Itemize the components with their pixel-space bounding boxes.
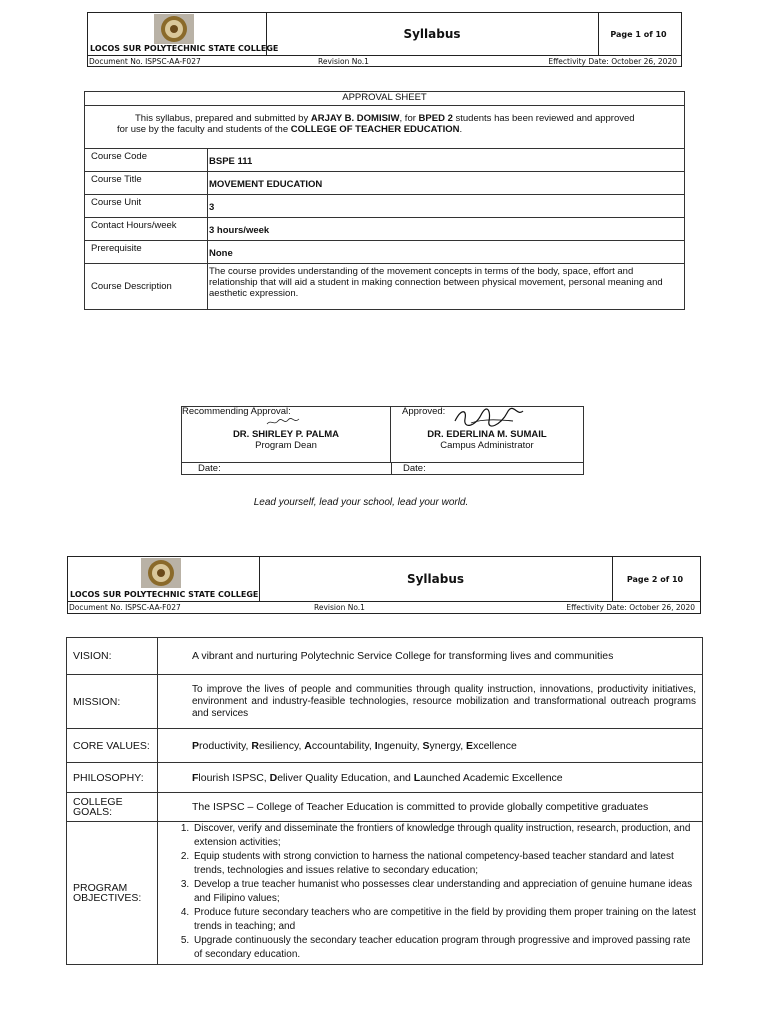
approval-intro: This syllabus, prepared and submitted by ARJAY B. DOMISIW, for BPED 2 students has been reviewed and approved for use by the faculty and students of the COLLEGE OF TEACHER EDUCATION.	[117, 113, 635, 135]
course-unit-label: Course Unit	[85, 195, 208, 218]
philosophy-text: Flourish ISPSC, Deliver Quality Education, and Launched Academic Excellence	[158, 763, 703, 793]
objective-item: 3. Develop a true teacher humanist who possesses clear understanding and appreciation of genuine humane ideas and Filipino values;	[192, 878, 696, 906]
page1-doc-row	[87, 56, 682, 67]
program-objectives-label: PROGRAM OBJECTIVES:	[67, 822, 158, 965]
course-description-value: The course provides understanding of the movement concepts in terms of the body, space, effort and relationship that will aid a student in making connection between physical movement, personal meaning and aesthetic expression.	[208, 264, 685, 310]
motto: Lead yourself, lead your school, lead your world.	[253, 497, 469, 508]
objective-item: 1. Discover, verify and disseminate the frontiers of knowledge through quality instruction, research, production, and extension activities;	[192, 822, 696, 850]
course-title-value: MOVEMENT EDUCATION	[208, 172, 685, 195]
date-divider	[391, 463, 392, 475]
vmgo-table	[66, 637, 703, 965]
recommending-cell	[182, 407, 391, 463]
page2-revision: Revision No.1	[314, 603, 365, 612]
page1-page-number: Page 1 of 10	[610, 29, 667, 39]
college-seal-icon	[141, 558, 181, 588]
page1-header	[87, 12, 682, 56]
approved-date-label: Date:	[403, 463, 426, 474]
course-info-table	[84, 148, 685, 310]
signature-block	[181, 406, 584, 475]
vision-label: VISION:	[67, 638, 158, 675]
administrator-signature-icon	[451, 407, 531, 429]
core-values-text: Productivity, Resiliency, Accountability, Ingenuity, Synergy, Excellence	[158, 729, 703, 763]
page2-title: Syllabus	[259, 557, 613, 601]
approved-role: Campus Administrator	[440, 440, 534, 451]
program-objectives-list	[174, 822, 696, 962]
program-objectives-cell	[158, 822, 703, 965]
page2-college-name: LOCOS SUR POLYTECHNIC STATE COLLEGE	[70, 590, 259, 599]
philosophy-label: PHILOSOPHY:	[67, 763, 158, 793]
course-unit-value: 3	[208, 195, 685, 218]
page1-effectivity: Effectivity Date: October 26, 2020	[548, 57, 677, 66]
page1-doc-no: Document No. ISPSC-AA-F027	[89, 57, 201, 66]
page1-college-name: LOCOS SUR POLYTECHNIC STATE COLLEGE	[90, 44, 279, 53]
college-goals-label: COLLEGE GOALS:	[67, 793, 158, 822]
recommending-role: Program Dean	[255, 440, 317, 451]
mission-label: MISSION:	[67, 675, 158, 729]
dean-signature-icon	[266, 417, 300, 427]
page1-revision: Revision No.1	[318, 57, 369, 66]
objective-item: 2. Equip students with strong conviction to harness the national competency-based teacher standard and latest trends, technologies and issues relative to secondary education;	[192, 850, 696, 878]
approved-cell	[391, 407, 583, 463]
page2-header	[67, 556, 701, 602]
page2-page-number: Page 2 of 10	[626, 574, 684, 584]
course-code-label: Course Code	[85, 149, 208, 172]
approved-label: Approved:	[402, 406, 446, 417]
contact-hours-label: Contact Hours/week	[85, 218, 208, 241]
recommending-name: DR. SHIRLEY P. PALMA	[232, 429, 340, 440]
page2-effectivity: Effectivity Date: October 26, 2020	[566, 603, 695, 612]
page2-doc-no: Document No. ISPSC-AA-F027	[69, 603, 181, 612]
recommending-label: Recommending Approval:	[182, 406, 291, 417]
approved-name: DR. EDERLINA M. SUMAIL	[427, 429, 547, 440]
college-goals-text: The ISPSC – College of Teacher Education is committed to provide globally competitive graduates	[158, 793, 703, 822]
approval-title: APPROVAL SHEET	[85, 92, 684, 106]
objective-item: 4. Produce future secondary teachers who are competitive in the field by providing them proper training on the latest trends in teaching; and	[192, 906, 696, 934]
college-seal-icon	[154, 14, 194, 44]
prerequisite-value: None	[208, 241, 685, 264]
page1-logo-cell	[88, 13, 279, 55]
page2-doc-row	[67, 602, 701, 614]
course-description-label: Course Description	[85, 264, 208, 310]
course-code-value: BSPE 111	[208, 149, 685, 172]
contact-hours-value: 3 hours/week	[208, 218, 685, 241]
page1-title: Syllabus	[266, 13, 599, 55]
page2-logo-cell	[68, 557, 260, 601]
recommending-date-label: Date:	[198, 463, 221, 474]
prerequisite-label: Prerequisite	[85, 241, 208, 264]
objective-item: 5. Upgrade continuously the secondary teacher education program through progressive and improved passing rate of secondary education.	[192, 934, 696, 962]
approval-sheet	[84, 91, 685, 149]
mission-text: To improve the lives of people and communities through quality instruction, innovations, productivity initiatives, environment and industry-feasible technologies, resource mobilization and transformational outreach programs and services	[158, 675, 703, 729]
core-values-label: CORE VALUES:	[67, 729, 158, 763]
vision-text: A vibrant and nurturing Polytechnic Service College for transforming lives and communities	[158, 638, 703, 675]
course-title-label: Course Title	[85, 172, 208, 195]
